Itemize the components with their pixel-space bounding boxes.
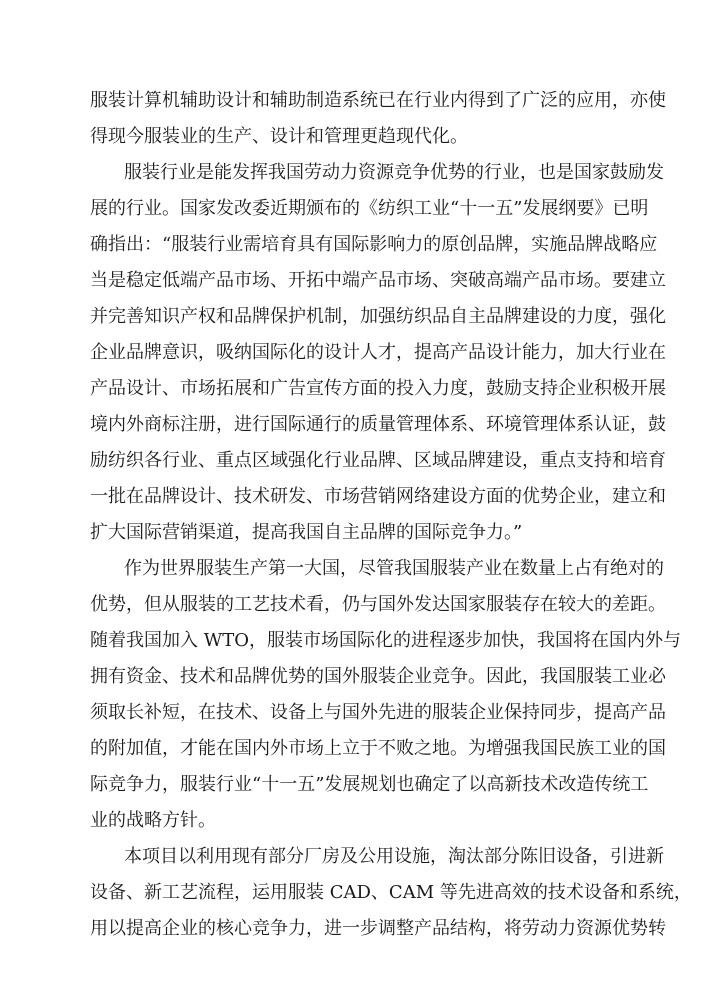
text-line: 企业品牌意识，吸纳国际化的设计人才，提高产品设计能力，加大行业在 xyxy=(90,342,666,363)
text-line: 设备、新工艺流程，运用服装 CAD、CAM 等先进高效的技术设备和系统， xyxy=(90,882,692,903)
paragraph-first-line: 作为世界服装生产第一大国，尽管我国服装产业在数量上占有绝对的 xyxy=(124,558,664,579)
text-line: 得现今服装业的生产、设计和管理更趋现代化。 xyxy=(90,126,468,147)
text-line: 励纺织各行业、重点区域强化行业品牌、区域品牌建设，重点支持和培育 xyxy=(90,450,666,471)
text-line: 服装计算机辅助设计和辅助制造系统已在行业内得到了广泛的应用，亦使 xyxy=(90,90,666,111)
text-line: 展的行业。国家发改委近期颁布的《纺织工业“十一五”发展纲要》已明 xyxy=(90,198,649,219)
paragraph-first-line: 服装行业是能发挥我国劳动力资源竞争优势的行业，也是国家鼓励发 xyxy=(124,162,664,183)
text-line: 产品设计、市场拓展和广告宣传方面的投入力度，鼓励支持企业积极开展 xyxy=(90,378,666,399)
text-line: 随着我国加入 WTO，服装市场国际化的进程逐步加快，我国将在国内外与 xyxy=(90,630,681,651)
text-line: 业的战略方针。 xyxy=(90,810,216,831)
text-line: 境内外商标注册，进行国际通行的质量管理体系、环境管理体系认证，鼓 xyxy=(90,414,666,435)
text-line: 扩大国际营销渠道，提高我国自主品牌的国际竞争力。” xyxy=(90,522,523,543)
text-line: 一批在品牌设计、技术研发、市场营销网络建设方面的优势企业，建立和 xyxy=(90,486,666,507)
paragraph-first-line: 本项目以利用现有部分厂房及公用设施，淘汰部分陈旧设备，引进新 xyxy=(124,846,664,867)
text-line: 当是稳定低端产品市场、开拓中端产品市场、突破高端产品市场。要建立 xyxy=(90,270,666,291)
text-line: 确指出：“服装行业需培育具有国际影响力的原创品牌，实施品牌战略应 xyxy=(90,234,658,255)
text-line: 用以提高企业的核心竞争力，进一步调整产品结构，将劳动力资源优势转 xyxy=(90,918,666,939)
text-line: 优势，但从服装的工艺技术看，仍与国外发达国家服装存在较大的差距。 xyxy=(90,594,666,615)
text-line: 的附加值，才能在国内外市场上立于不败之地。为增强我国民族工业的国 xyxy=(90,738,666,759)
text-line: 须取长补短，在技术、设备上与国外先进的服装企业保持同步，提高产品 xyxy=(90,702,666,723)
text-line: 际竞争力，服装行业“十一五”发展规划也确定了以高新技术改造传统工 xyxy=(90,774,649,795)
text-line: 并完善知识产权和品牌保护机制，加强纺织品自主品牌建设的力度，强化 xyxy=(90,306,666,327)
text-line: 拥有资金、技术和品牌优势的国外服装企业竞争。因此，我国服装工业必 xyxy=(90,666,666,687)
